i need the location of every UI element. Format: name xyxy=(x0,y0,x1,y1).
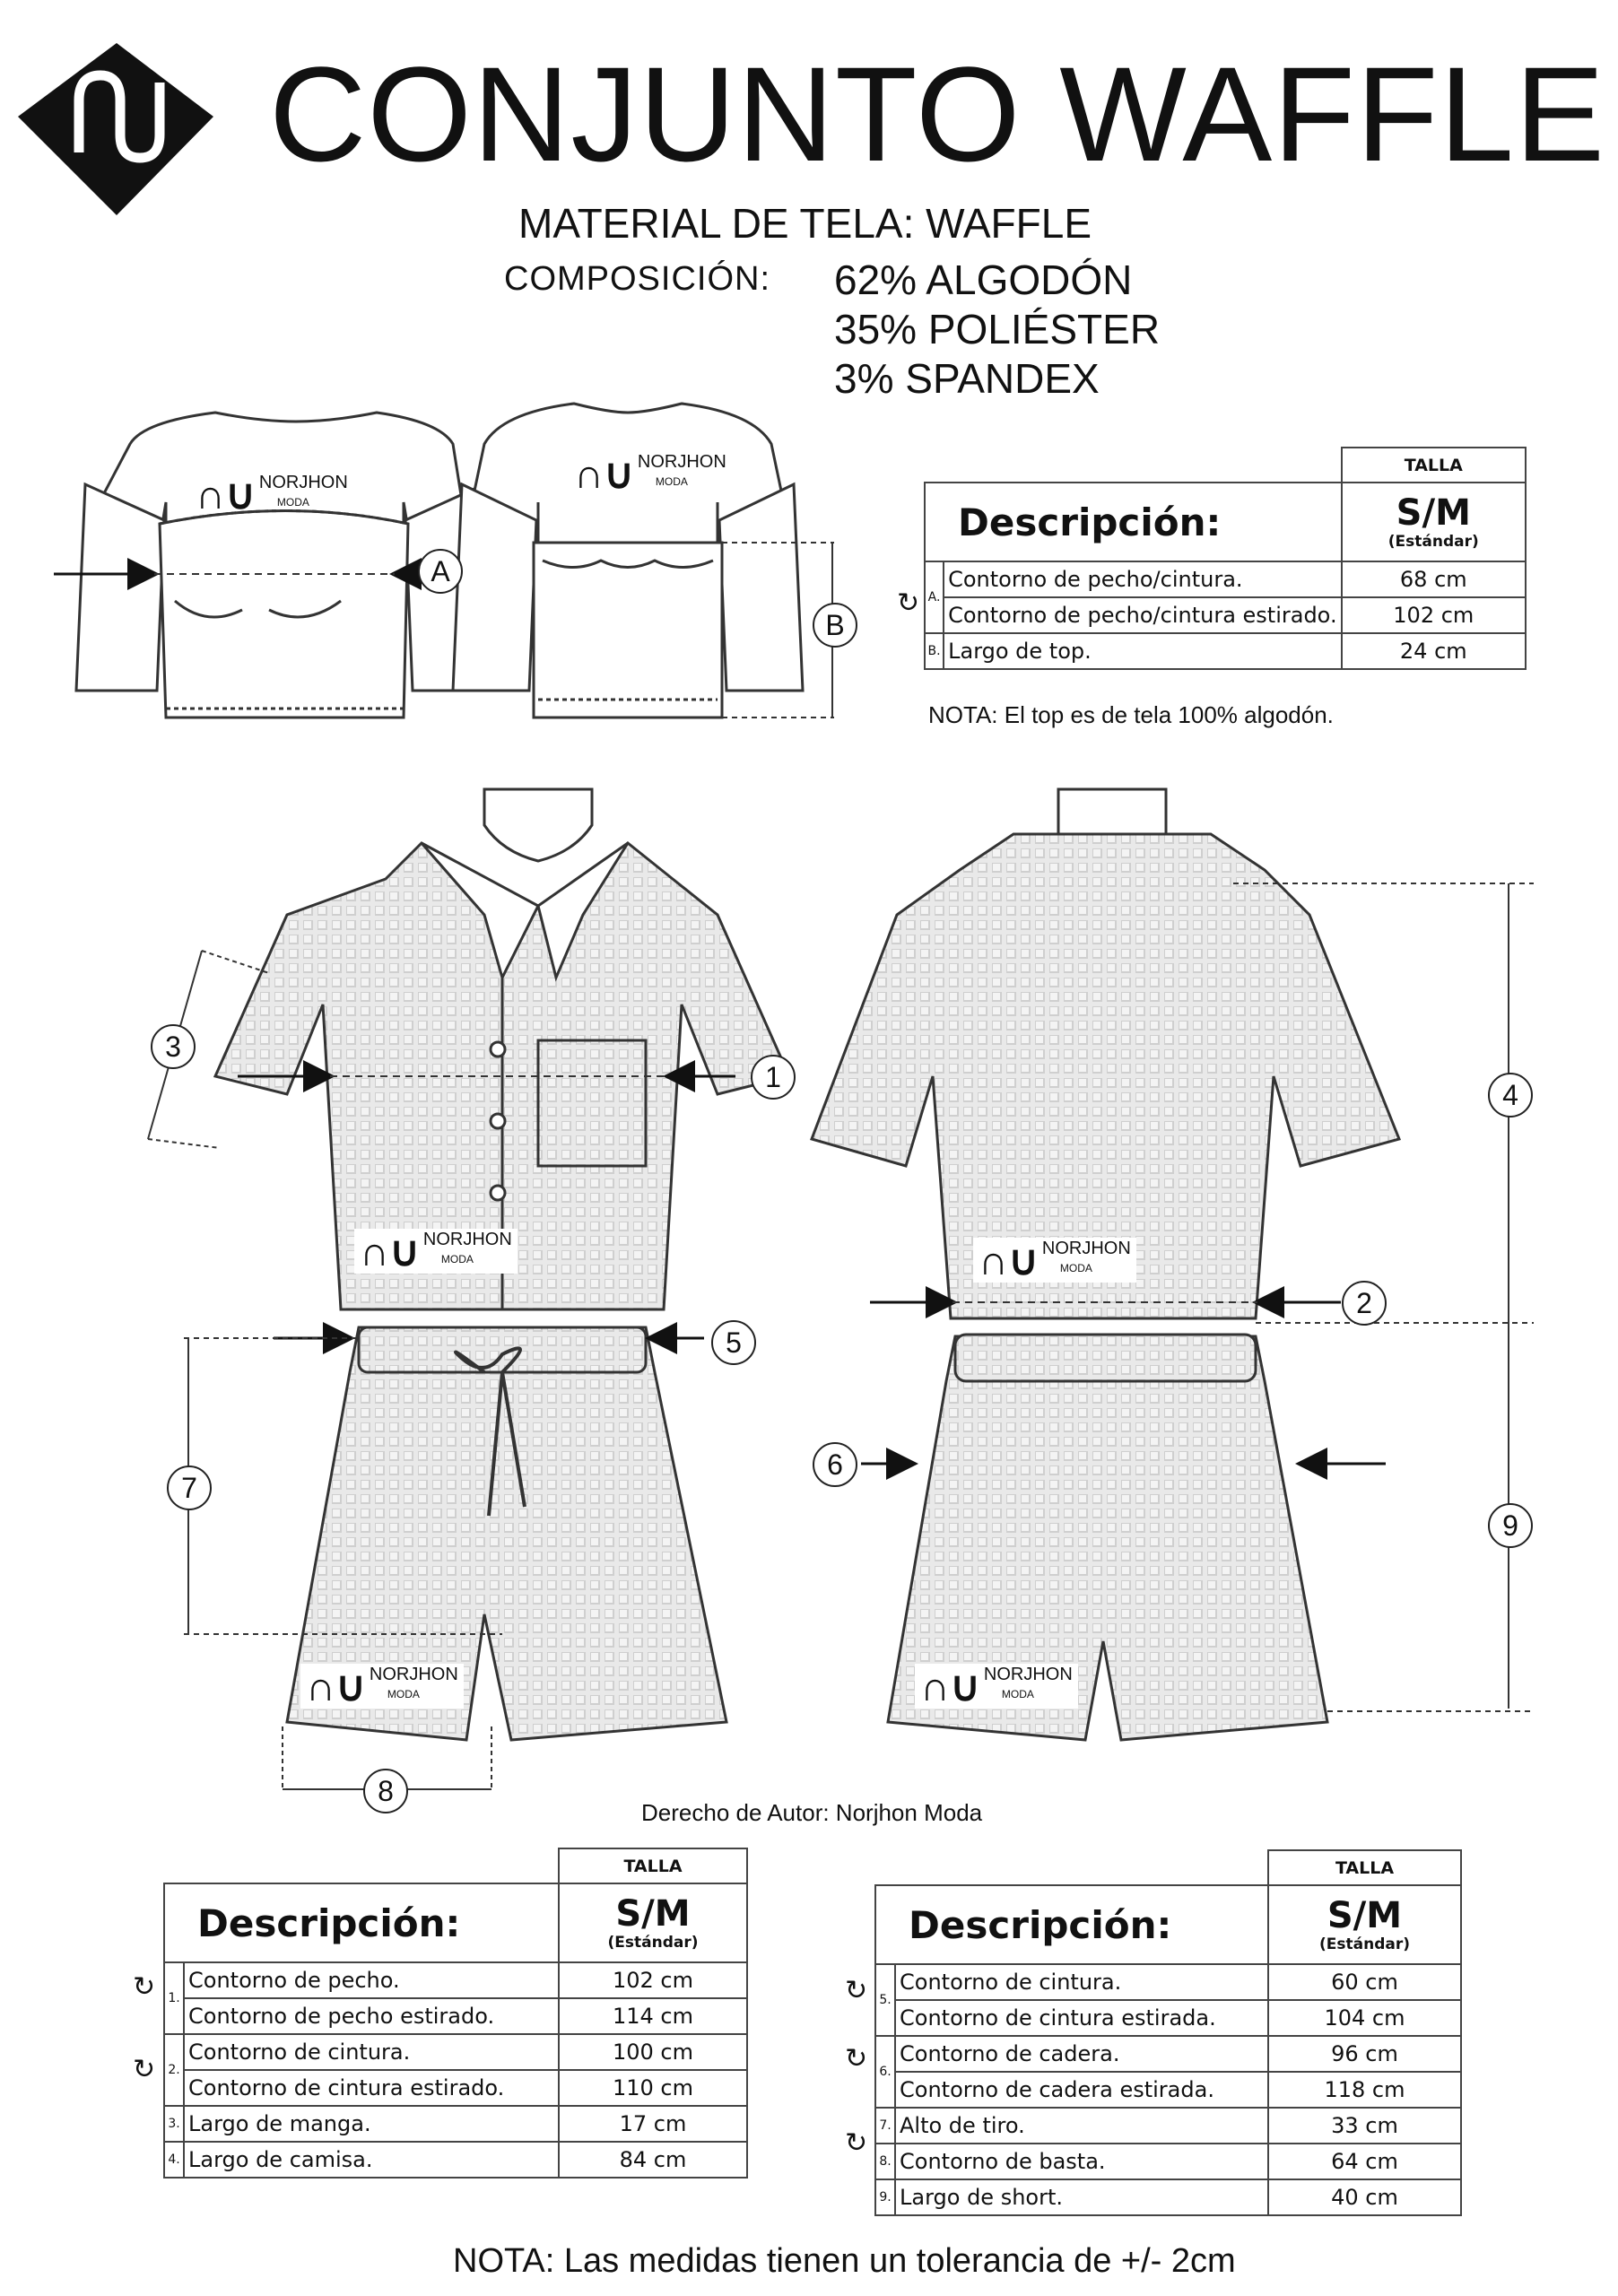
row-label: Contorno de cadera estirada. xyxy=(895,2072,1268,2108)
row-label: Largo de short. xyxy=(895,2179,1268,2215)
row-value: 33 cm xyxy=(1268,2108,1461,2144)
brand-sub: MODA xyxy=(1001,1688,1034,1700)
table-row xyxy=(875,2144,1461,2179)
row-number: 3. xyxy=(164,2106,184,2142)
row-value: 100 cm xyxy=(559,2034,747,2070)
row-label: Largo de top. xyxy=(944,633,1341,669)
description-header: Descripción: xyxy=(925,483,1342,561)
marker-8: 8 xyxy=(363,1769,408,1813)
row-label: Contorno de pecho estirado. xyxy=(184,1998,559,2034)
composition-item: 3% SPANDEX xyxy=(834,355,1100,402)
page-title: CONJUNTO WAFFLE xyxy=(269,39,1606,189)
row-number: 2. xyxy=(164,2034,184,2106)
row-value: 68 cm xyxy=(1342,561,1526,597)
row-value: 118 cm xyxy=(1268,2072,1461,2108)
brand-sub: MODA xyxy=(655,475,688,488)
norjhon-mini-logo-icon: ∩∪ xyxy=(360,1228,420,1274)
row-number: 8. xyxy=(875,2144,895,2179)
marker-5: 5 xyxy=(711,1320,756,1365)
row-value: 17 cm xyxy=(559,2106,747,2142)
row-value: 84 cm xyxy=(559,2142,747,2178)
table-row xyxy=(875,2179,1461,2215)
marker-2: 2 xyxy=(1342,1281,1387,1326)
fabric-material: MATERIAL DE TELA: WAFFLE xyxy=(518,200,1092,247)
row-label: Contorno de pecho/cintura. xyxy=(944,561,1341,597)
norjhon-diamond-logo xyxy=(18,43,213,215)
composition-item: 35% POLIÉSTER xyxy=(834,306,1161,352)
short-measurement-table xyxy=(874,1849,1462,2216)
table-row xyxy=(164,1962,747,1998)
marker-b: B xyxy=(813,603,857,648)
row-value: 60 cm xyxy=(1268,1964,1461,2000)
marker-7: 7 xyxy=(167,1465,212,1510)
size-sublabel: (Estándar) xyxy=(1319,1935,1410,1953)
brand-name: NORJHON xyxy=(983,1665,1073,1684)
talla-header: TALLA xyxy=(1268,1850,1461,1885)
row-value: 24 cm xyxy=(1342,633,1526,669)
brand-tag xyxy=(915,1664,1078,1709)
norjhon-mini-logo-icon: ∩∪ xyxy=(306,1663,366,1709)
brand-tag xyxy=(196,471,348,517)
row-value: 40 cm xyxy=(1268,2179,1461,2215)
row-label: Contorno de pecho/cintura estirado. xyxy=(944,597,1341,633)
row-label: Contorno de basta. xyxy=(895,2144,1268,2179)
table-spacer xyxy=(925,448,1342,483)
table-row xyxy=(875,2072,1461,2108)
table-row xyxy=(875,2108,1461,2144)
table-spacer xyxy=(164,1848,559,1883)
marker-6: 6 xyxy=(813,1442,857,1487)
row-number: 7. xyxy=(875,2108,895,2144)
table-row xyxy=(164,1998,747,2034)
rotate-arrow-icon: ↻ xyxy=(133,1971,156,2003)
table-row xyxy=(925,597,1526,633)
brand-tag xyxy=(574,450,726,497)
rotate-arrow-icon: ↻ xyxy=(845,2043,868,2074)
row-label: Largo de camisa. xyxy=(184,2142,559,2178)
brand-name: NORJHON xyxy=(637,452,726,472)
row-value: 102 cm xyxy=(559,1962,747,1998)
rotate-arrow-icon: ↻ xyxy=(897,587,920,619)
rotate-arrow-icon: ↻ xyxy=(845,1975,868,2006)
row-value: 114 cm xyxy=(559,1998,747,2034)
rotate-arrow-icon: ↻ xyxy=(133,2054,156,2085)
tolerance-note: NOTA: Las medidas tienen un tolerancia de +/- 2cm xyxy=(453,2242,1236,2280)
brand-tag xyxy=(300,1664,464,1709)
table-row xyxy=(164,2034,747,2070)
row-value: 96 cm xyxy=(1268,2036,1461,2072)
brand-tag xyxy=(354,1229,518,1274)
row-label: Contorno de cadera. xyxy=(895,2036,1268,2072)
norjhon-mini-logo-icon: ∩∪ xyxy=(979,1237,1039,1283)
size-sublabel: (Estándar) xyxy=(1387,533,1479,551)
row-label: Contorno de pecho. xyxy=(184,1962,559,1998)
brand-name: NORJHON xyxy=(369,1665,458,1684)
table-row xyxy=(875,2000,1461,2036)
row-number: 5. xyxy=(875,1964,895,2036)
top-measurement-table xyxy=(924,447,1527,670)
row-label: Largo de manga. xyxy=(184,2106,559,2142)
row-label: Contorno de cintura estirada. xyxy=(895,2000,1268,2036)
row-label: Alto de tiro. xyxy=(895,2108,1268,2144)
row-number: 9. xyxy=(875,2179,895,2215)
shirt-measurement-table xyxy=(163,1848,748,2179)
size-label: S/M xyxy=(1396,492,1471,534)
row-value: 104 cm xyxy=(1268,2000,1461,2036)
row-number: 4. xyxy=(164,2142,184,2178)
size-header xyxy=(1342,483,1526,561)
row-number: A. xyxy=(925,561,944,633)
brand-name: NORJHON xyxy=(1041,1239,1131,1258)
table-row xyxy=(164,2106,747,2142)
row-number: 6. xyxy=(875,2036,895,2108)
composition-item: 62% ALGODÓN xyxy=(834,257,1133,303)
marker-1: 1 xyxy=(751,1055,796,1100)
table-row xyxy=(925,633,1526,669)
table-row xyxy=(164,2142,747,2178)
brand-sub: MODA xyxy=(440,1253,474,1265)
size-sublabel: (Estándar) xyxy=(607,1934,699,1952)
talla-header: TALLA xyxy=(559,1848,747,1883)
row-label: Contorno de cintura. xyxy=(895,1964,1268,2000)
copyright: Derecho de Autor: Norjhon Moda xyxy=(641,1799,983,1826)
row-label: Contorno de cintura estirado. xyxy=(184,2070,559,2106)
marker-4: 4 xyxy=(1488,1073,1533,1118)
rotate-arrow-icon: ↻ xyxy=(845,2127,868,2159)
marker-3: 3 xyxy=(151,1024,196,1069)
description-header: Descripción: xyxy=(164,1883,559,1962)
brand-name: NORJHON xyxy=(422,1230,512,1249)
brand-tag xyxy=(973,1238,1136,1283)
norjhon-mini-logo-icon: ∩∪ xyxy=(574,450,634,497)
table-row xyxy=(875,2036,1461,2072)
row-value: 64 cm xyxy=(1268,2144,1461,2179)
row-value: 110 cm xyxy=(559,2070,747,2106)
brand-sub: MODA xyxy=(276,496,309,509)
table-spacer xyxy=(875,1850,1268,1885)
size-label: S/M xyxy=(1327,1895,1403,1936)
table-row xyxy=(925,561,1526,597)
table-row xyxy=(164,2070,747,2106)
norjhon-mini-logo-icon: ∩∪ xyxy=(920,1663,980,1709)
norjhon-mini-logo-icon: ∩∪ xyxy=(196,471,256,517)
table-row xyxy=(875,1964,1461,2000)
top-note: NOTA: El top es de tela 100% algodón. xyxy=(928,701,1334,728)
row-number: B. xyxy=(925,633,944,669)
composition-label: COMPOSICIÓN: xyxy=(504,260,771,298)
marker-a: A xyxy=(418,549,463,594)
brand-sub: MODA xyxy=(387,1688,420,1700)
size-header xyxy=(1268,1885,1461,1964)
brand-sub: MODA xyxy=(1059,1262,1092,1274)
row-value: 102 cm xyxy=(1342,597,1526,633)
size-label: S/M xyxy=(615,1893,691,1935)
size-header xyxy=(559,1883,747,1962)
brand-name: NORJHON xyxy=(258,473,348,492)
talla-header: TALLA xyxy=(1342,448,1526,483)
marker-9: 9 xyxy=(1488,1503,1533,1548)
row-label: Contorno de cintura. xyxy=(184,2034,559,2070)
description-header: Descripción: xyxy=(875,1885,1268,1964)
row-number: 1. xyxy=(164,1962,184,2034)
